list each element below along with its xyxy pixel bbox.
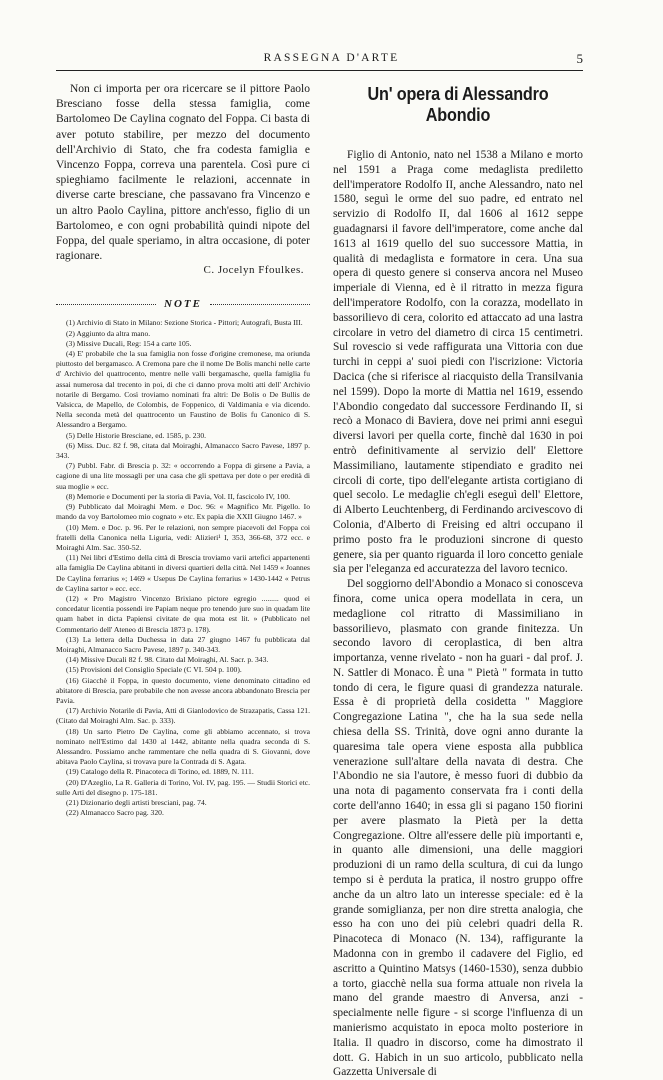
running-header: [0, 52, 663, 68]
closing-paragraph: Non ci importa per ora ricercare se il pittore Paolo Bresciano fosse della stessa famiglia, come Bartolomeo De Caylina cognato del Foppa. Ci basta di aver potuto stabilire, per mezzo del documento dell'Archivio di Stato, che fra codesta famiglia e Vincenzo Foppa, correva una parentela. Così pure ci spieghiamo facilmente le relazioni, accennate in diverse carte bresciane, che passavano fra Vincenzo e un altro Paolo Caylina, pittore anch'esso, figlio di un Bartolomeo, e con ogni probabilità quindi nipote del Foppa, del quale speriamo, in altra occasione, di poter ragionare.: [56, 83, 310, 263]
footnote: (15) Provisioni del Consiglio Speciale (C VI. 504 p. 100).: [66, 665, 242, 675]
right-column: [333, 84, 583, 1080]
journal-title: RASSEGNA D'ARTE: [263, 52, 400, 64]
footnotes: [56, 318, 310, 818]
header-rule: [56, 70, 583, 71]
footnote: (11) Nei libri d'Estimo della città di Brescia troviamo varii artefici appartenenti alla famiglia De Caylina abitanti in diversi quartieri della città. Nel 1459 « Joannes De Caylina ferrarius »; 1469 « Usepus De Caylina ferrarius » 1430-1442 « Petrus de Caylina sartor » ecc. ecc.: [56, 553, 310, 593]
article-title: Un' opera di Alessandro Abondio: [367, 84, 549, 125]
footnote: (3) Missive Ducali, Reg: 154 a carte 105.: [66, 338, 192, 348]
footnote: (17) Archivio Notarile di Pavia, Atti di Gianlodovico de Strazapatis, Cassa 121. (Citato dal Moiraghi Alm. Sac. p. 333).: [56, 706, 310, 726]
footnote: (13) La lettera della Duchessa in data 27 giugno 1467 fu pubblicata dal Moiraghi, Almanacco Sacro Pavese, 1897 p. 340-343.: [56, 634, 310, 654]
article-paragraph: Del soggiorno dell'Abondio a Monaco si conosceva finora, come unica opera modellata in cera, un medaglione col ritratto di Massimiliano in bassorilievo, plasmato con grande finitezza. Un secondo lavoro di ceroplastica, di ben altra importanza, venne rivelato - non ha guari - dal prof. J. N. Sattler di Monaco. È una " Pietà " formata in tutto tondo di cera, le figure quasi di grandezza naturale. Essa è di proprietà della cosidetta " Maggiore Congregazione Latina ", che ha la sua sede nella chiesa della SS. Trinità, dove ogni anno durante la quaresima tale opera viene esposta alla pubblica venerazione sull'altare della navata di destra. Che l'Abondio ne sia l'autore, è messo fuori di dubbio da una nota di pagamento conservata fra i conti della corte dell'anno 1640; in essa gli si pagano 150 fiorini per avere plasmato la Pietà per la detta Congregazione. Oltre all'essere delle più importanti e, in quanto alle dimensioni, una delle maggiori produzioni di un ramo della scultura, di cui da lungo tempo si è perduta la pratica, il nostro gruppo offre anche da un altro lato un interesse speciale: ed è la grande somiglianza, per non dire stretta analogia, che esso ha con uno dei più celebri quadri della R. Pinacoteca di Monaco (N. 134), raffigurante la Madonna con in grembo il cadavere del Figlio, ed ascritto a Quintino Matsys (1460-1530), senza dubbio a torto, giacchè nella sua forma attuale non rivela la mano del grande maestro di Anversa, anzi - specialmente nelle figure - si scorge l'influenza di un manierismo acquistato in epoca molto posteriore in Italia. Il quadro in discorso, come ha dimostrato il dott. G. Habich in un suo articolo, pubblicato nella Gazzetta Universale di: [333, 578, 583, 1079]
footnote: (4) E' probabile che la sua famiglia non fosse d'origine cremonese, ma oriunda piuttosto del bergamasco. A Cremona pare che il nome De Bolis manchi nelle carte d' Archivio del quattrocento, mentre nelle valli bergamasche, quella famiglia fu assai numerosa dal trecento in poi, di che ci danno prova molti atti dell' Archivio notarile di Bergamo. Così troviamo nominati fra altri: De Bolis o De Bullis de Valsicca, de Mapello, de Colombis, de Foppenico, di Valdimania e via dicendo. Nella seconda metà del quattrocento un Faustino de Bolis fu Canonico di S. Alessandro a Bergamo.: [56, 349, 310, 430]
notes-heading-rule-right: [210, 304, 310, 305]
footnote: (21) Dizionario degli artisti bresciani, pag. 74.: [66, 797, 207, 807]
author-signature: C. Jocelyn Ffoulkes.: [203, 264, 304, 277]
footnote: (2) Aggiunto da altra mano.: [66, 328, 151, 338]
footnote: (8) Memorie e Documenti per la storia di Pavia, Vol. II, fascicolo IV, 100.: [66, 491, 290, 501]
footnote: (7) Pubbl. Fabr. di Brescia p. 32: « occorrendo a Foppa di girsene a Pavia, a cagione di una lite mossagli per una casa che gli spettava per dote o per eredità di sua moglie » ecc.: [56, 461, 310, 491]
left-column: [56, 82, 310, 818]
footnote: (5) Delle Historie Bresciane, ed. 1585, p. 230.: [66, 430, 207, 440]
notes-heading-label: NOTE: [164, 298, 202, 311]
footnote: (14) Missive Ducali 82 f. 98. Citato dal Moiraghi, Al. Sacr. p. 343.: [66, 655, 269, 665]
footnote: (6) Miss. Duc. 82 f. 98, citata dal Moiraghi, Almanacco Sacro Pavese, 1897 p. 343.: [56, 440, 310, 461]
footnote: (19) Catalogo della R. Pinacoteca di Torino, ed. 1889, N. 111.: [66, 767, 254, 777]
footnote: (9) Pubblicato dal Moiraghi Mem. e Doc. 96: « Magnifico Mr. Pigello. Io mando da voy Bartolomeo mio cognato » etc. Ex papia die XXII Giugno 1467. »: [56, 502, 310, 522]
footnote: (22) Almanacco Sacro pag. 320.: [66, 808, 164, 818]
footnote: (20) D'Azeglio, La R. Galleria di Torino, Vol. IV, pag. 195. — Studii Storici etc. sulle Arti del disegno p. 175-181.: [56, 777, 310, 797]
article-paragraph: Figlio di Antonio, nato nel 1538 a Milano e morto nel 1591 a Praga come medaglista prediletto dell'imperatore Rodolfo II, anche Alessandro, nato nel 1580, seguì le orme del suo padre, ed entrato nel servizio di Rodolfo II, dal 1606 al 1612 seppe guadagnarsi il favore dell'imperatore, come anche dal 1613 al 1619 quello del suo successore Mattia, in qualità di medaglista e formatore in cera. Una sua opera di questo genere si conserva ancora nel Museo imperiale di Vienna, ed è il ritratto in mezza figura dell'imperatore Rodolfo, con la corazza, modellato in bassorilievo di cera, colorito ed attaccato ad una lastra circolare in vetro del diametro di circa 15 centimetri. Sul rovescio si vede raffigurata una Vittoria con due turchi in ceppi a' suoi piedi con l'iscrizione: Victoria Dacica (che si riferisce al riacquisto della Transilvania nel 1599). Dopo la morte di Mattia nel 1619, essendo l'Abondio congedato dal successore Ferdinando II, si recò a Monaco di Baviera, dove nei primi anni eseguì diversi lavori per quella corte, finchè dal 1630 in poi entrò definitivamente al servizio dell' Elettore Massimiliano, lautamente stipendiato e gradito nei circoli di corte, tipo dell'elegante artista cortigiano di quel secolo. Le medaglie ch'egli eseguì dell' Elettore, di Alberto Leuchtenberg, di Ferdinando arcivescovo di Colonia, d'Alberto di Freising ed altri occupano il primo posto fra le produzioni sincrone di questo genere, sia per quanto riguarda il loro concetto geniale sia per l'eleganza ed accuratezza del lavoro tecnico.: [333, 149, 583, 576]
footnote: (16) Giacchè il Foppa, in questo documento, viene denominato cittadino ed abitatore di Brescia, pare probabile che non avesse ancora abbandonato Brescia per Pavia.: [56, 675, 310, 705]
footnote: (18) Un sarto Pietro De Caylina, come gli abbiamo accennato, si trova nominato nell'Estimo dal 1430 al 1442, abitante nella quadra seconda di S. Alessandro. Possiamo anche rammentare che nella quadra di S. Giovanni, dove abitava Paolo Caylina, si trovava pure la Contrada di S. Agata.: [56, 726, 310, 767]
notes-heading-rule-left: [56, 304, 156, 305]
footnote: (12) « Pro Magistro Vincenzo Brixiano pictore egregio ......... quod ei concedatur licentia possendi ire Papiam neque pro tenendo jure suo in quadam lite quam habet in dicta Papiensi civitate de qua mota est lit. » (Pubblicato nel Commentario dell' Ateneo di Brescia 1873 p. 178).: [56, 593, 310, 634]
page-number: 5: [576, 51, 583, 66]
footnote: (1) Archivio di Stato in Milano: Sezione Storica - Pittori; Autografi, Busta III.: [66, 318, 303, 328]
notes-heading: [56, 298, 310, 310]
footnote: (10) Mem. e Doc. p. 96. Per le relazioni, non sempre piacevoli del Foppa coi fratelli della Canonica nella Liguria, vedi: Alizieri¹ I, 353, 366-68, 372 ecc. e Moiraghi Alm. Sac. 350-52.: [56, 522, 310, 552]
